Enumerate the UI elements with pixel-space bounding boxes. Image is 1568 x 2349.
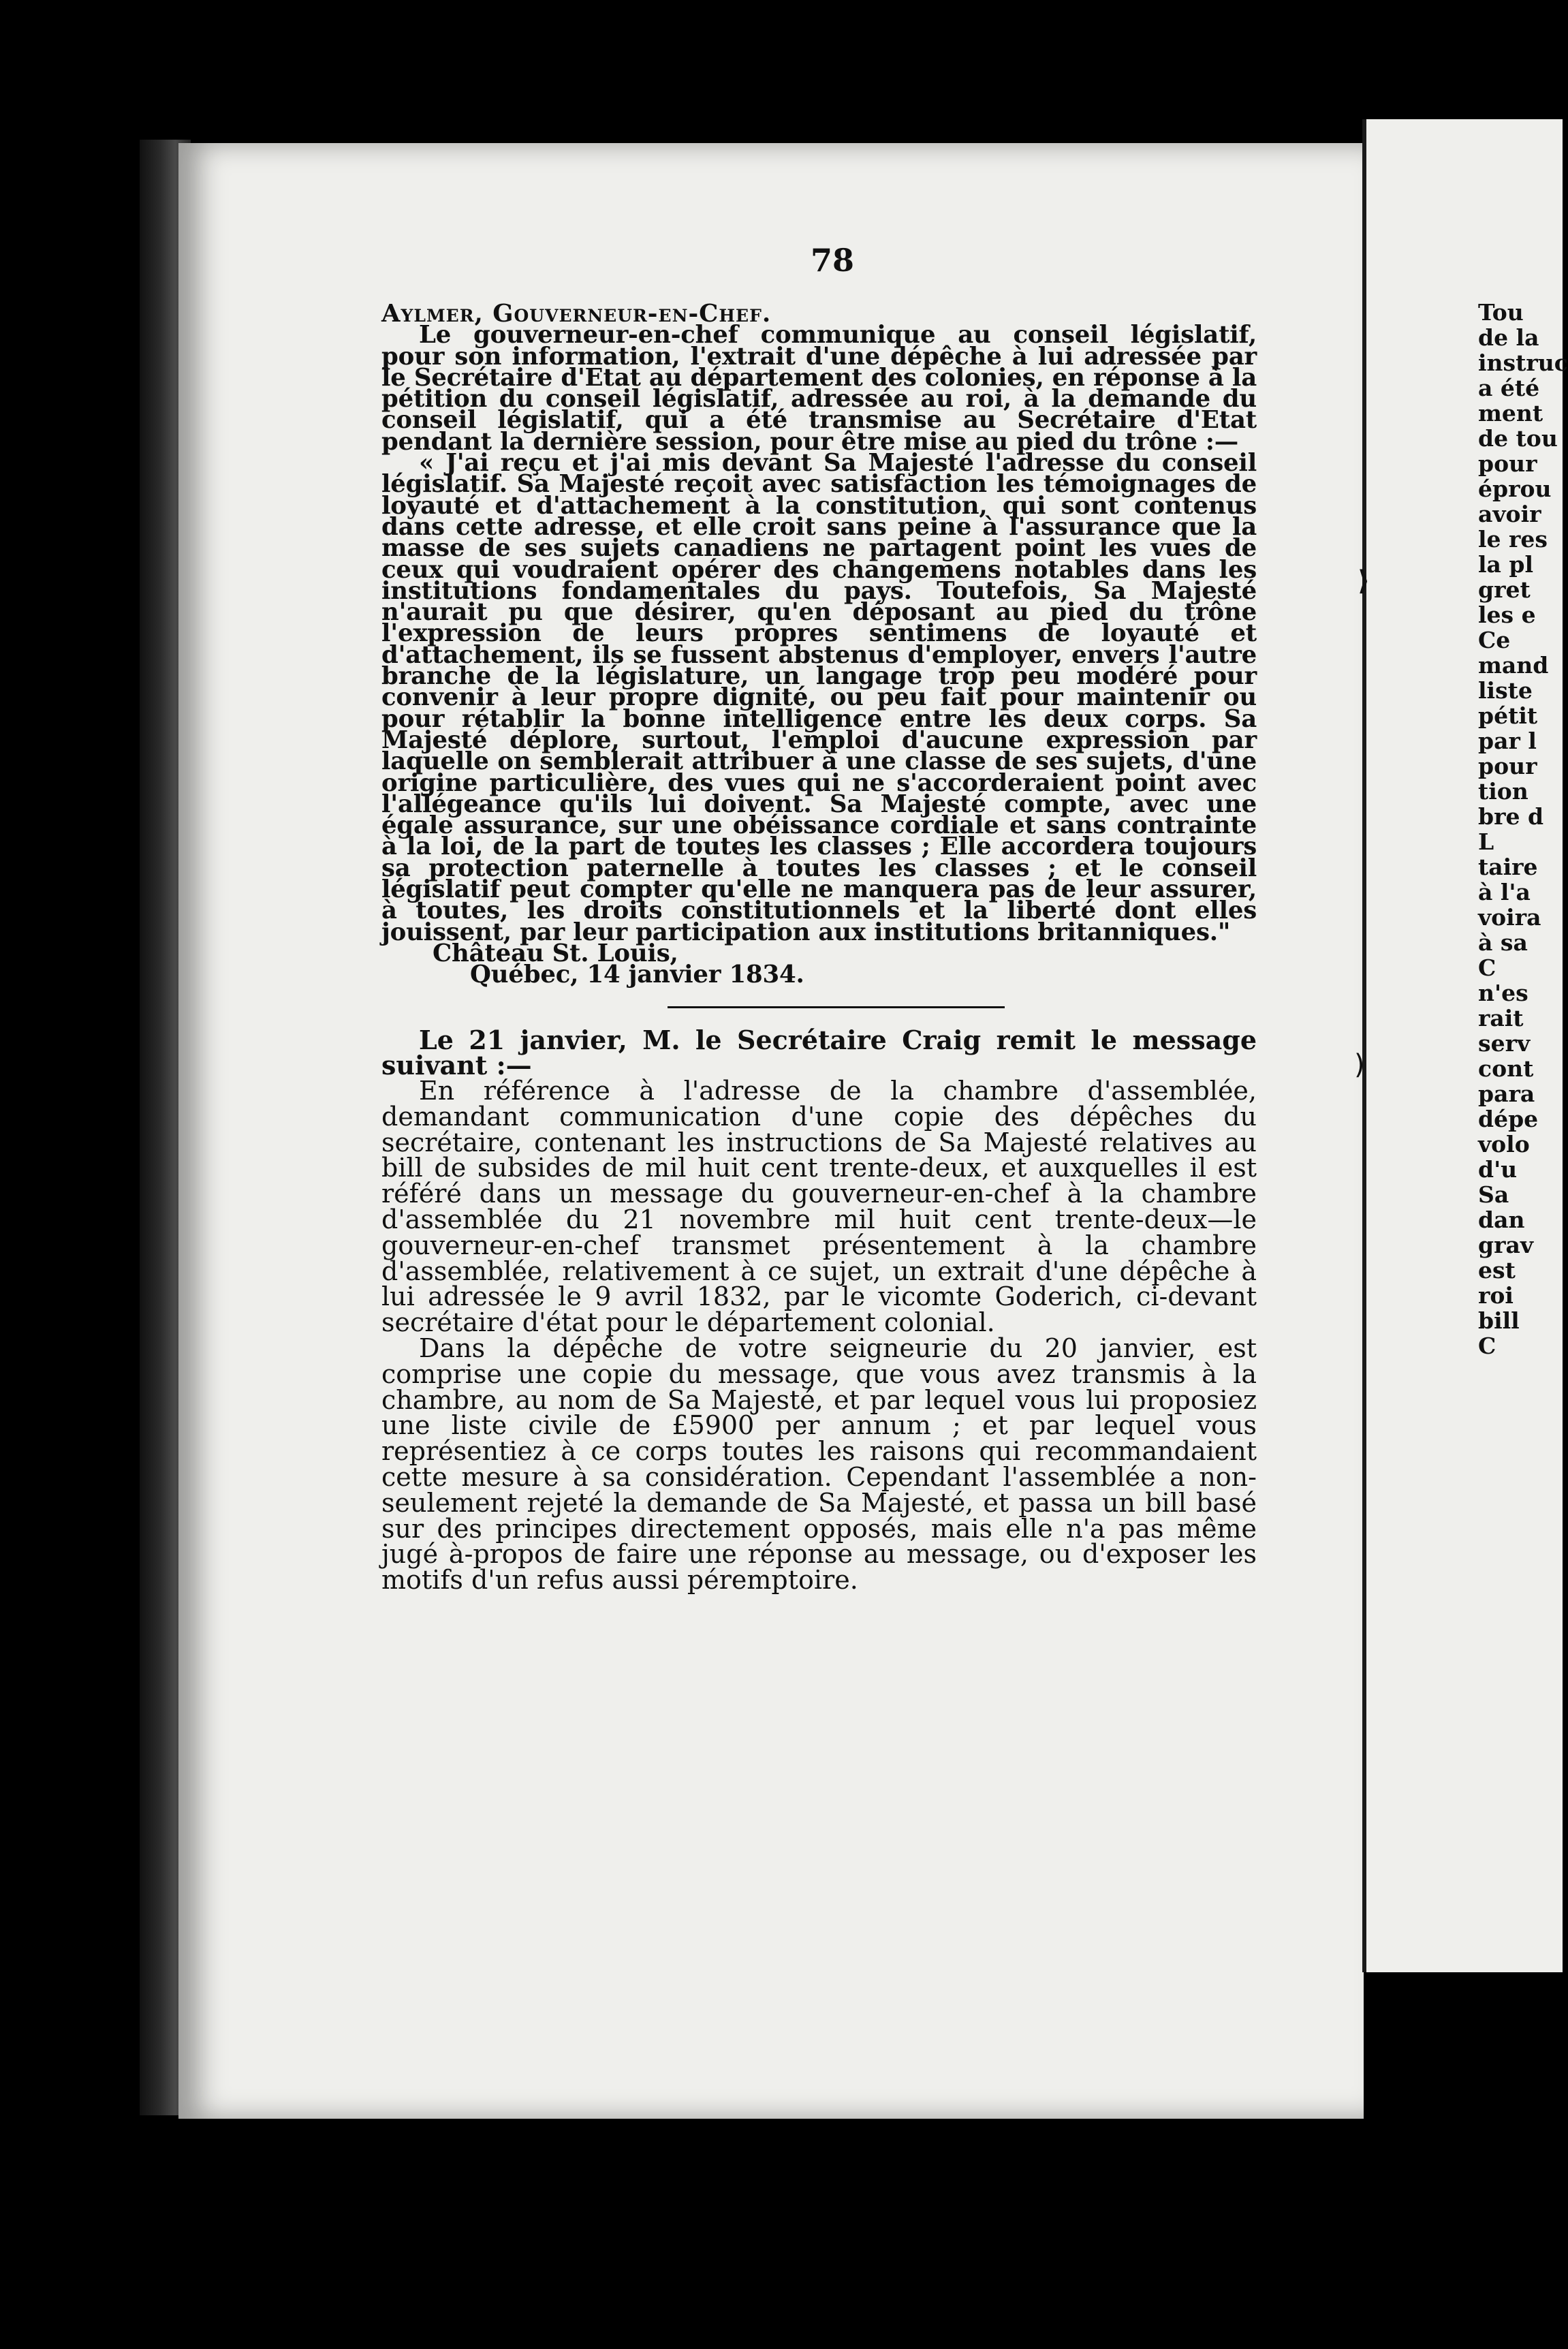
right-page-line: a été: [1478, 375, 1540, 401]
right-page-line: taire: [1478, 854, 1538, 880]
jan21-paragraph: Le 21 janvier, M. le Secrétaire Craig remit le message suivant :—: [381, 1024, 1257, 1081]
signoff-place: Château St. Louis,: [433, 939, 678, 967]
section-divider: [668, 1006, 1005, 1008]
page-number: 78: [811, 242, 855, 279]
right-page-line: de tou: [1478, 425, 1558, 452]
right-page-line: ment: [1478, 400, 1543, 426]
right-page-line: grav: [1478, 1232, 1534, 1258]
right-page-line: rait: [1478, 1005, 1524, 1031]
right-page-line: C: [1478, 1333, 1496, 1359]
right-page-line: volo: [1478, 1131, 1530, 1157]
despatch-paragraph: Dans la dépêche de votre seigneurie du 20 janvier, est comprise une copie du message, que vous avez transmis à la chambre, au nom de Sa Majesté, et par lequel vous lui proposiez une liste civile de £5900 per annum ; et par lequel vous représentiez à ce corps toutes les raisons qui recommandaient cette mesure à sa considération. Cependant l'assemblée a non-seulement rejeté la demande de Sa Majesté, et passa un bill basé sur des principes directement opposés, mais elle n'a pas même jugé à-propos de faire une réponse au message, ou d'exposer les motifs d'un refus aussi péremptoire.: [381, 1333, 1257, 1596]
heading: Aylmer, Gouverneur-en-Chef.: [381, 300, 772, 328]
right-page-line: est: [1478, 1257, 1516, 1284]
right-page-line: les e: [1478, 602, 1536, 628]
right-page-line: le res: [1478, 526, 1548, 553]
right-page-line: Tou: [1478, 299, 1524, 326]
margin-paren-mark: ): [1354, 1049, 1365, 1080]
right-page-line: para: [1478, 1080, 1535, 1107]
right-page-line: serv: [1478, 1030, 1531, 1057]
right-page-line: tion: [1478, 778, 1528, 805]
right-page-line: d'u: [1478, 1156, 1518, 1183]
right-page-line: L: [1478, 828, 1494, 855]
right-page-line: liste: [1478, 677, 1533, 704]
right-page-line: la pl: [1478, 551, 1534, 578]
right-page-line: pour: [1478, 753, 1537, 779]
right-page-line: bill: [1478, 1307, 1520, 1334]
right-page-line: par l: [1478, 728, 1537, 754]
margin-bracket-mark: ⟩: [1358, 565, 1370, 597]
right-page-line: n'es: [1478, 980, 1528, 1006]
right-page-line: pétit: [1478, 702, 1538, 729]
right-page-line: pour: [1478, 450, 1537, 477]
right-page-line: gret: [1478, 576, 1531, 603]
right-page-line: Ce: [1478, 627, 1511, 653]
right-page-line: instruc: [1478, 349, 1568, 376]
right-page-line: avoir: [1478, 501, 1541, 527]
reference-paragraph: En référence à l'adresse de la chambre d'assemblée, demandant communication d'une copie des dépêches du secrétaire, contenant les instructions de Sa Majesté relatives au bill de subsides de mil huit cent trente-deux, et auxquelles il est référé dans un message du gouverneur-en-chef à la chambre d'assemblée du 21 novembre mil huit cent trente-deux—le gouverneur-en-chef transmet présentement à la chambre d'assemblée, relativement à ce sujet, un extrait d'une dépêche à lui adressée le 9 avril 1832, par le vicomte Goderich, ci-devant secrétaire d'état pour le département colonial.: [381, 1076, 1257, 1338]
right-page-line: cont: [1478, 1055, 1534, 1082]
message-section: [381, 1024, 1257, 1596]
right-page-line: à l'a: [1478, 879, 1531, 905]
right-page-line: de la: [1478, 324, 1539, 351]
left-page-text: [381, 300, 1257, 1596]
right-page-line: C: [1478, 954, 1496, 981]
signoff-date: Québec, 14 janvier 1834.: [470, 961, 804, 989]
right-page-line: roi: [1478, 1282, 1514, 1309]
right-page-line: dan: [1478, 1207, 1525, 1233]
quote-paragraph: « J'ai reçu et j'ai mis devant Sa Majesté l'adresse du conseil législatif. Sa Majesté reçoit avec satisfaction les témoignages de loyauté et d'attachement à la constitution, qui sont contenus dans cette adresse, et elle croit sans peine à l'assurance que la masse de ses sujets canadiens ne partagent point les vues de ceux qui voudraient opérer des changemens notables dans les institutions fondamentales du pays. Toutefois, Sa Majesté n'aurait pu que désirer, qu'en déposant au pied du trône l'expression de leurs propres sentimens de loyauté et d'attachement, ils se fussent abstenus d'employer, envers l'autre branche de la législature, un langage trop peu modéré pour convenir à leur propre dignité, ou peu fait pour maintenir ou pour rétablir la bonne intelligence entre les deux corps. Sa Majesté déplore, surtout, l'emploi d'aucune expression par laquelle on semblerait attribuer à une classe de ses sujets, d'une origine particulière, des vues qui ne s'accorderaient point avec l'allégeance qu'ils lui doivent. Sa Majesté compte, avec une égale assurance, sur une obéissance cordiale et sans contrainte à la loi, de la part de toutes les classes ; Elle accordera toujours sa protection paternelle à toutes les classes ; et le conseil législatif peut compter qu'elle ne manquera pas de leur assurer, à toutes, les droits constitutionnels et la liberté dont elles jouissent, par leur participation aux institutions britanniques.": [381, 449, 1257, 946]
right-page-line: voira: [1478, 904, 1541, 931]
right-page-line: bre d: [1478, 803, 1544, 830]
right-page-line: dépe: [1478, 1106, 1539, 1132]
right-page-text: [1478, 299, 1568, 1359]
intro-paragraph: Le gouverneur-en-chef communique au conseil législatif, pour son information, l'extrait d'une dépêche à lui adressée par le Secrétaire d'Etat au département des colonies, en réponse à la pétition du conseil législatif, adressée au roi, à la demande du conseil législatif, qui a été transmise au Secrétaire d'Etat pendant la dernière session, pour être mise au pied du trône :—: [381, 321, 1257, 456]
right-page-line: Sa: [1478, 1181, 1509, 1208]
right-page-line: à sa: [1478, 929, 1528, 956]
right-page-line: éprou: [1478, 476, 1552, 502]
right-page-line: mand: [1478, 652, 1549, 679]
